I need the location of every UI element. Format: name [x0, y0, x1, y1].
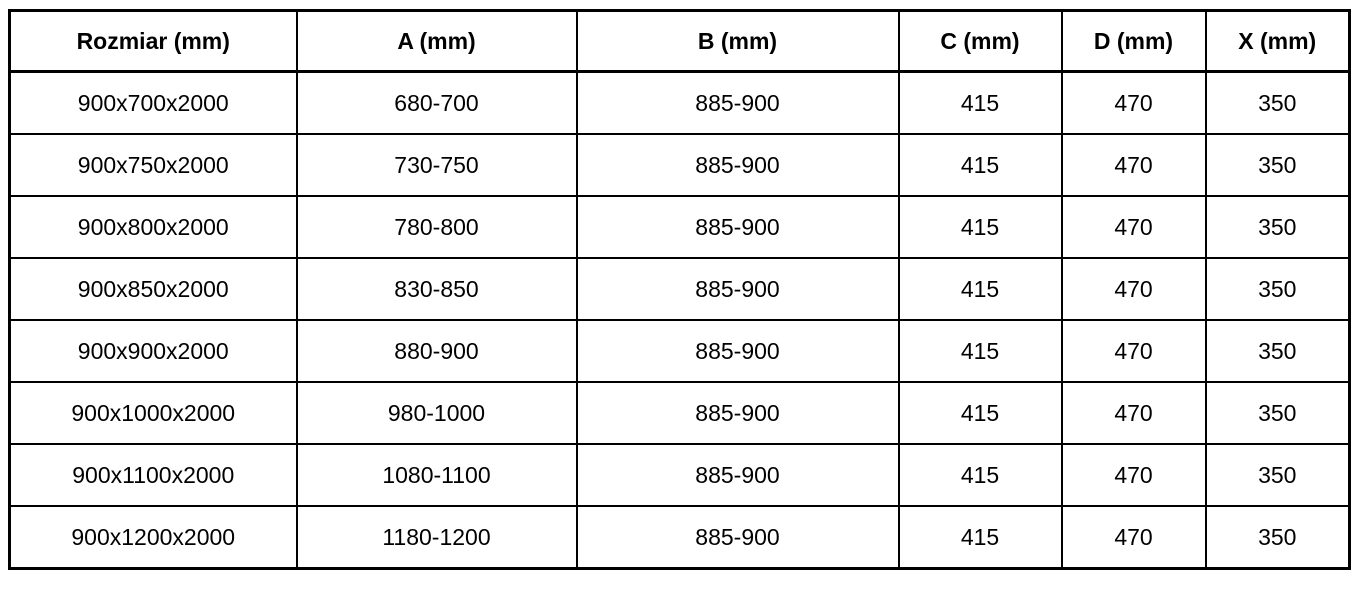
table-cell: 470 [1062, 320, 1206, 382]
table-cell: 885-900 [577, 72, 899, 135]
table-row [10, 196, 1350, 258]
column-header-rozmiar: Rozmiar (mm) [10, 11, 297, 72]
table-cell: 680-700 [297, 72, 577, 135]
table-cell: 415 [899, 196, 1062, 258]
table-cell: 900x1200x2000 [10, 506, 297, 569]
table-cell: 350 [1206, 320, 1350, 382]
table-cell: 900x1100x2000 [10, 444, 297, 506]
table-cell: 415 [899, 72, 1062, 135]
table-cell: 900x900x2000 [10, 320, 297, 382]
dimensions-table [8, 9, 1351, 570]
table-row [10, 506, 1350, 569]
column-header-a: A (mm) [297, 11, 577, 72]
table-cell: 470 [1062, 72, 1206, 135]
table-cell: 900x1000x2000 [10, 382, 297, 444]
table-row [10, 258, 1350, 320]
table-cell: 900x700x2000 [10, 72, 297, 135]
table-cell: 885-900 [577, 320, 899, 382]
table-cell: 350 [1206, 134, 1350, 196]
table-cell: 415 [899, 258, 1062, 320]
table-cell: 415 [899, 320, 1062, 382]
table-head [10, 11, 1350, 72]
table-cell: 470 [1062, 382, 1206, 444]
table-cell: 900x800x2000 [10, 196, 297, 258]
table-cell: 830-850 [297, 258, 577, 320]
table-cell: 415 [899, 444, 1062, 506]
table-row [10, 444, 1350, 506]
table-cell: 470 [1062, 258, 1206, 320]
table-cell: 350 [1206, 444, 1350, 506]
table-cell: 470 [1062, 444, 1206, 506]
table-row [10, 382, 1350, 444]
table-cell: 885-900 [577, 444, 899, 506]
table-cell: 900x850x2000 [10, 258, 297, 320]
table-cell: 885-900 [577, 258, 899, 320]
table-cell: 885-900 [577, 382, 899, 444]
table-cell: 885-900 [577, 196, 899, 258]
table-cell: 900x750x2000 [10, 134, 297, 196]
column-header-b: B (mm) [577, 11, 899, 72]
column-header-c: C (mm) [899, 11, 1062, 72]
table-cell: 1180-1200 [297, 506, 577, 569]
table-cell: 1080-1100 [297, 444, 577, 506]
table-cell: 415 [899, 134, 1062, 196]
table-cell: 885-900 [577, 134, 899, 196]
table-row [10, 320, 1350, 382]
table-cell: 885-900 [577, 506, 899, 569]
table-cell: 350 [1206, 72, 1350, 135]
header-row [10, 11, 1350, 72]
table-cell: 350 [1206, 196, 1350, 258]
table-cell: 780-800 [297, 196, 577, 258]
column-header-d: D (mm) [1062, 11, 1206, 72]
table-cell: 470 [1062, 506, 1206, 569]
table-row [10, 72, 1350, 135]
table-body [10, 72, 1350, 569]
table-cell: 730-750 [297, 134, 577, 196]
column-header-x: X (mm) [1206, 11, 1350, 72]
table-cell: 980-1000 [297, 382, 577, 444]
table-cell: 350 [1206, 506, 1350, 569]
table-cell: 470 [1062, 196, 1206, 258]
table-cell: 350 [1206, 258, 1350, 320]
table-cell: 415 [899, 382, 1062, 444]
table-row [10, 134, 1350, 196]
table-cell: 880-900 [297, 320, 577, 382]
table-cell: 415 [899, 506, 1062, 569]
table-cell: 470 [1062, 134, 1206, 196]
table-cell: 350 [1206, 382, 1350, 444]
